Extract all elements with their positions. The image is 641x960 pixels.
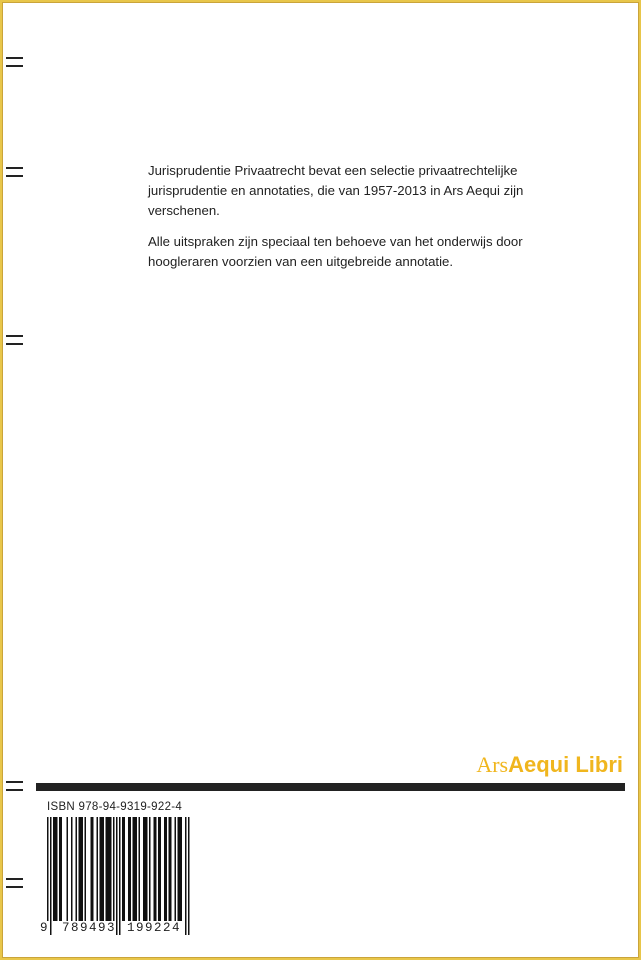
back-cover (3, 3, 638, 957)
barcode-bar (128, 817, 130, 921)
barcode-bar (149, 817, 151, 921)
barcode-bar (124, 817, 126, 921)
registration-mark (6, 335, 23, 345)
barcode-bar (158, 817, 160, 921)
barcode-bar (122, 817, 124, 921)
barcode-bar (92, 817, 94, 921)
barcode-guard-bar (188, 817, 190, 935)
registration-mark (6, 781, 23, 791)
barcode (36, 817, 200, 937)
barcode-bar (82, 817, 84, 921)
barcode-bar (107, 817, 109, 921)
divider-bar (36, 783, 625, 791)
barcode-bar (100, 817, 102, 921)
barcode-bar (97, 817, 99, 921)
barcode-digit-first: 9 (40, 921, 50, 935)
barcode-bar (160, 817, 162, 921)
publisher-logo (476, 751, 623, 779)
barcode-bar (109, 817, 111, 921)
barcode-digits-left: 789493 (62, 921, 117, 935)
barcode-bar (61, 817, 63, 921)
barcode-digits-right: 199224 (127, 921, 182, 935)
barcode-bar (80, 817, 82, 921)
logo-ars: Ars (476, 752, 509, 777)
barcode-bar (143, 817, 145, 921)
barcode-bar (136, 817, 138, 921)
barcode-guard-bar (50, 817, 52, 935)
registration-mark (6, 57, 23, 67)
barcode-bar (134, 817, 136, 921)
logo-aequi-libri: Aequi Libri (508, 752, 623, 777)
barcode-bar (146, 817, 148, 921)
barcode-bar (155, 817, 157, 921)
barcode-bar (166, 817, 168, 921)
registration-mark (6, 167, 23, 177)
barcode-bar (79, 817, 81, 921)
barcode-bar (76, 817, 78, 921)
barcode-bar (179, 817, 181, 921)
barcode-bar (85, 817, 87, 921)
barcode-bar (91, 817, 93, 921)
isbn-label: ISBN 978-94-9319-922-4 (47, 801, 183, 813)
barcode-bar (178, 817, 180, 921)
barcode-bar (110, 817, 112, 921)
blurb (148, 161, 568, 283)
barcode-bar (154, 817, 156, 921)
barcode-bar (113, 817, 115, 921)
barcode-guard-bar (119, 817, 121, 935)
barcode-bar (56, 817, 58, 921)
barcode-bar (55, 817, 57, 921)
barcode-bar (164, 817, 166, 921)
barcode-bar (53, 817, 55, 921)
barcode-bar (169, 817, 171, 921)
barcode-bar (103, 817, 105, 921)
blurb-paragraph: Jurisprudentie Privaatrecht bevat een selectie privaatrechtelijke jurisprudentie en annotaties, die van 1957-2013 in Ars Aequi zijn verschenen. (148, 163, 524, 218)
barcode-bar (101, 817, 103, 921)
barcode-guard-bar (185, 817, 187, 935)
barcode-bar (181, 817, 183, 921)
barcode-bar (139, 817, 141, 921)
barcode-bar (106, 817, 108, 921)
barcode-bar (145, 817, 147, 921)
barcode-guard-bar (47, 817, 49, 935)
barcode-bar (133, 817, 135, 921)
barcode-bar (67, 817, 69, 921)
barcode-bar (59, 817, 61, 921)
blurb-paragraph: Alle uitspraken zijn speciaal ten behoeve van het onderwijs door hoogleraren voorzien van een uitgebreide annotatie. (148, 234, 523, 269)
barcode-bar (170, 817, 172, 921)
barcode-guard-bar (116, 817, 118, 935)
barcode-bar (175, 817, 177, 921)
barcode-bar (71, 817, 73, 921)
registration-mark (6, 878, 23, 888)
barcode-bar (130, 817, 132, 921)
